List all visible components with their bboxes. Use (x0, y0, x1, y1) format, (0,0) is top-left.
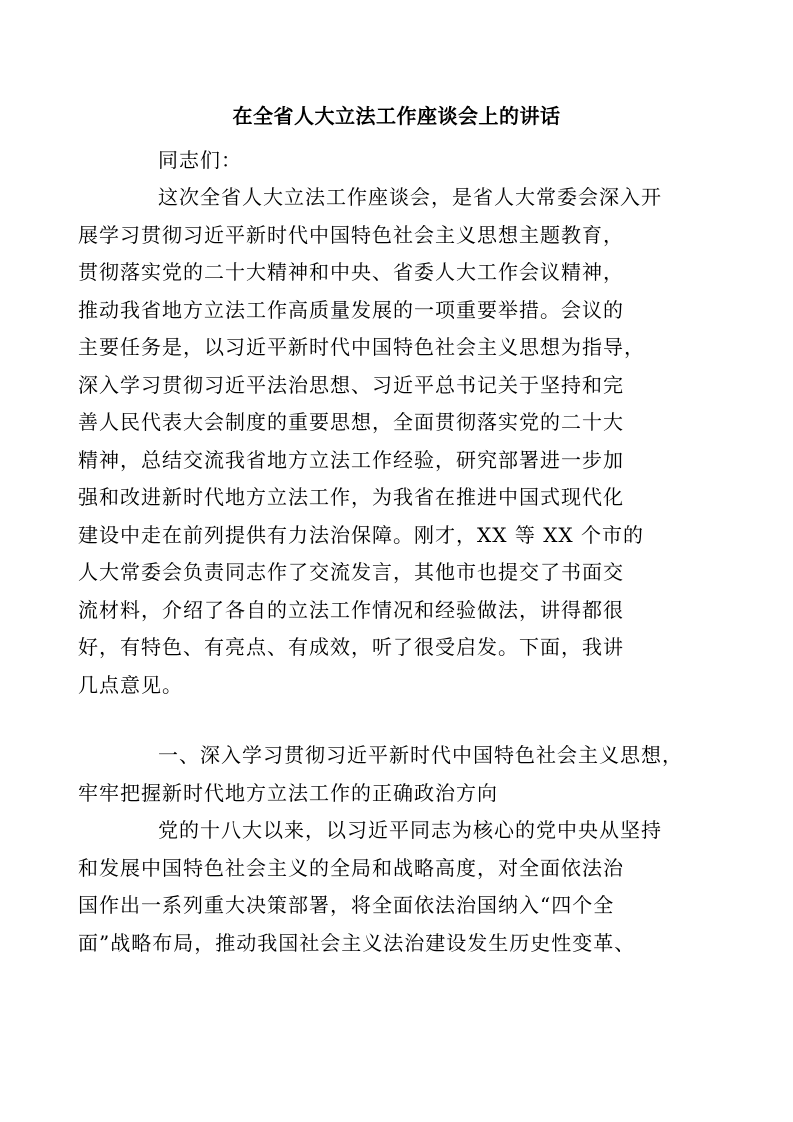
paragraph-1-line: 几点意见。 (78, 672, 183, 697)
paragraph-1-line: 主要任务是，以习近平新时代中国特色社会主义思想为指导， (78, 335, 645, 359)
paragraph-2-line: 国作出一系列重大决策部署，将全面依法治国纳入“四个全 (78, 893, 615, 917)
salutation: 同志们： (158, 148, 242, 172)
paragraph-1-line: 这次全省人大立法工作座谈会，是省人大常委会深入开 (158, 185, 662, 209)
document-title: 在全省人大立法工作座谈会上的讲话 (232, 104, 561, 128)
paragraph-2-line: 党的十八大以来，以习近平同志为核心的党中央从坚持 (158, 818, 662, 842)
section-heading-line: 牢牢把握新时代地方立法工作的正确政治方向 (78, 780, 498, 805)
paragraph-1-line: 流材料，介绍了各自的立法工作情况和经验做法，讲得都很 (78, 597, 624, 622)
paragraph-1-line: 深入学习贯彻习近平法治思想、习近平总书记关于坚持和完 (78, 372, 624, 397)
paragraph-1-line: 展学习贯彻习近平新时代中国特色社会主义思想主题教育， (78, 222, 624, 247)
paragraph-2-line: 面”战略布局，推动我国社会主义法治建设发生历史性变革、 (78, 930, 636, 955)
paragraph-1 (78, 179, 678, 704)
paragraph-1-line: 建设中走在前列提供有力法治保障。刚才，XX 等 XX 个市的 (78, 522, 645, 547)
paragraph-1-line: 推动我省地方立法工作高质量发展的一项重要举措。会议的 (78, 297, 624, 322)
section-heading-line: 一、深入学习贯彻习近平新时代中国特色社会主义思想， (158, 743, 683, 767)
paragraph-2-line: 和发展中国特色社会主义的全局和战略高度，对全面依法治 (78, 855, 624, 880)
paragraph-1-line: 贯彻落实党的二十大精神和中央、省委人大工作会议精神， (78, 260, 624, 284)
paragraph-1-line: 好，有特色、有亮点、有成效，听了很受启发。下面，我讲 (78, 635, 624, 659)
paragraph-1-line: 强和改进新时代地方立法工作，为我省在推进中国式现代化 (78, 485, 624, 509)
section-heading-1 (78, 737, 683, 812)
paragraph-2 (78, 812, 678, 962)
paragraph-1-line: 精神，总结交流我省地方立法工作经验，研究部署进一步加 (78, 447, 624, 472)
paragraph-1-line: 人大常委会负责同志作了交流发言，其他市也提交了书面交 (78, 560, 624, 584)
paragraph-1-line: 善人民代表大会制度的重要思想，全面贯彻落实党的二十大 (78, 410, 624, 434)
